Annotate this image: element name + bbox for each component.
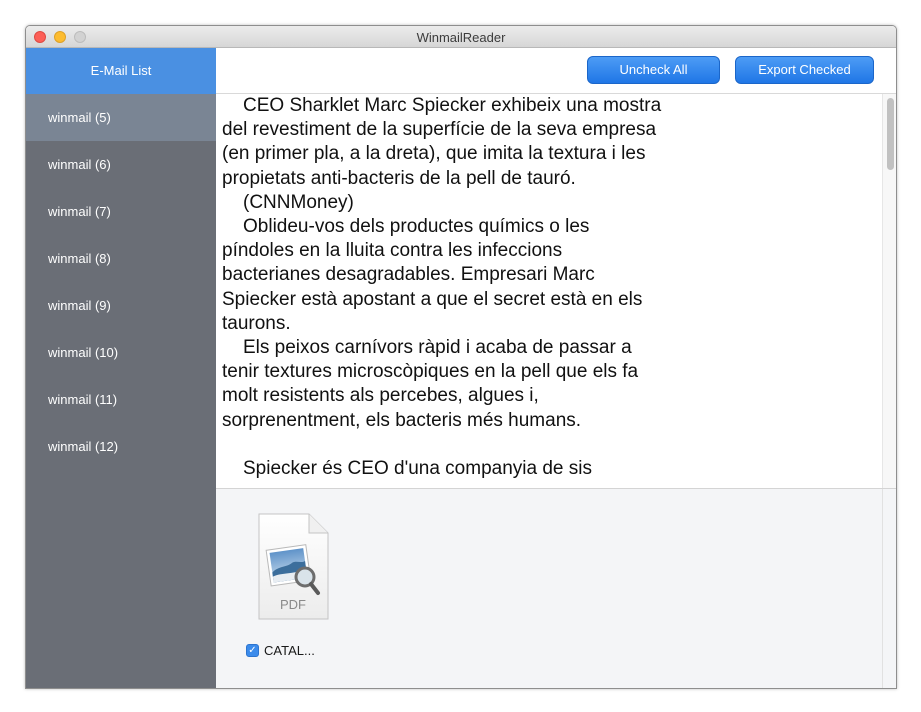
message-paragraph: (CNNMoney) <box>243 191 354 213</box>
window-title: WinmailReader <box>416 30 506 45</box>
email-list-item[interactable]: winmail (5) <box>26 94 216 141</box>
email-list-sidebar <box>26 48 216 689</box>
uncheck-all-button[interactable]: Uncheck All <box>587 56 720 84</box>
email-list-item[interactable]: winmail (9) <box>48 298 111 313</box>
message-body-pane[interactable] <box>216 94 897 488</box>
attachments-scrollbar[interactable] <box>882 489 897 689</box>
email-list-item[interactable]: winmail (12) <box>48 439 119 454</box>
message-paragraph: Els peixos carnívors ràpid i acaba de passar a tenir textures microscòpiques en la pell que els fa molt resistents als percebes, algues i, sorprenentment, els bacteris més humans. <box>222 337 639 431</box>
app-window <box>25 25 897 689</box>
toolbar <box>216 48 897 94</box>
email-list-header: E-Mail List <box>26 48 216 94</box>
message-scrollbar[interactable] <box>882 94 897 488</box>
email-list-item[interactable]: winmail (8) <box>48 251 111 266</box>
message-scroll-thumb[interactable] <box>887 98 894 170</box>
message-paragraph: Oblideu-vos dels productes químics o les píndoles en la lluita contra les infeccions bacterianes desagradables. Empresari Marc Spiecker està apostant a que el secret està en els taurons. <box>222 216 643 334</box>
message-paragraph: Spiecker és CEO d'una companyia de sis <box>243 457 592 479</box>
attachment-checkbox[interactable]: ✓ <box>246 644 259 657</box>
pdf-file-icon[interactable] <box>257 513 329 621</box>
title-bar[interactable] <box>26 26 896 48</box>
email-list-item[interactable]: winmail (7) <box>48 204 111 219</box>
export-checked-button[interactable]: Export Checked <box>735 56 874 84</box>
email-list-item[interactable]: winmail (6) <box>48 157 111 172</box>
attachments-pane <box>216 488 897 689</box>
pdf-type-label: PDF <box>280 597 306 612</box>
email-list-item[interactable]: winmail (10) <box>48 345 119 360</box>
message-body <box>222 94 662 481</box>
email-list-item[interactable]: winmail (11) <box>48 392 118 407</box>
attachment-name: CATAL... <box>264 643 315 658</box>
message-paragraph: CEO Sharklet Marc Spiecker exhibeix una mostra del revestiment de la superfície de la seva empresa (en primer pla, a la dreta), que imita la textura i les propietats anti-bacteris de la pell de tauró. <box>222 95 662 189</box>
